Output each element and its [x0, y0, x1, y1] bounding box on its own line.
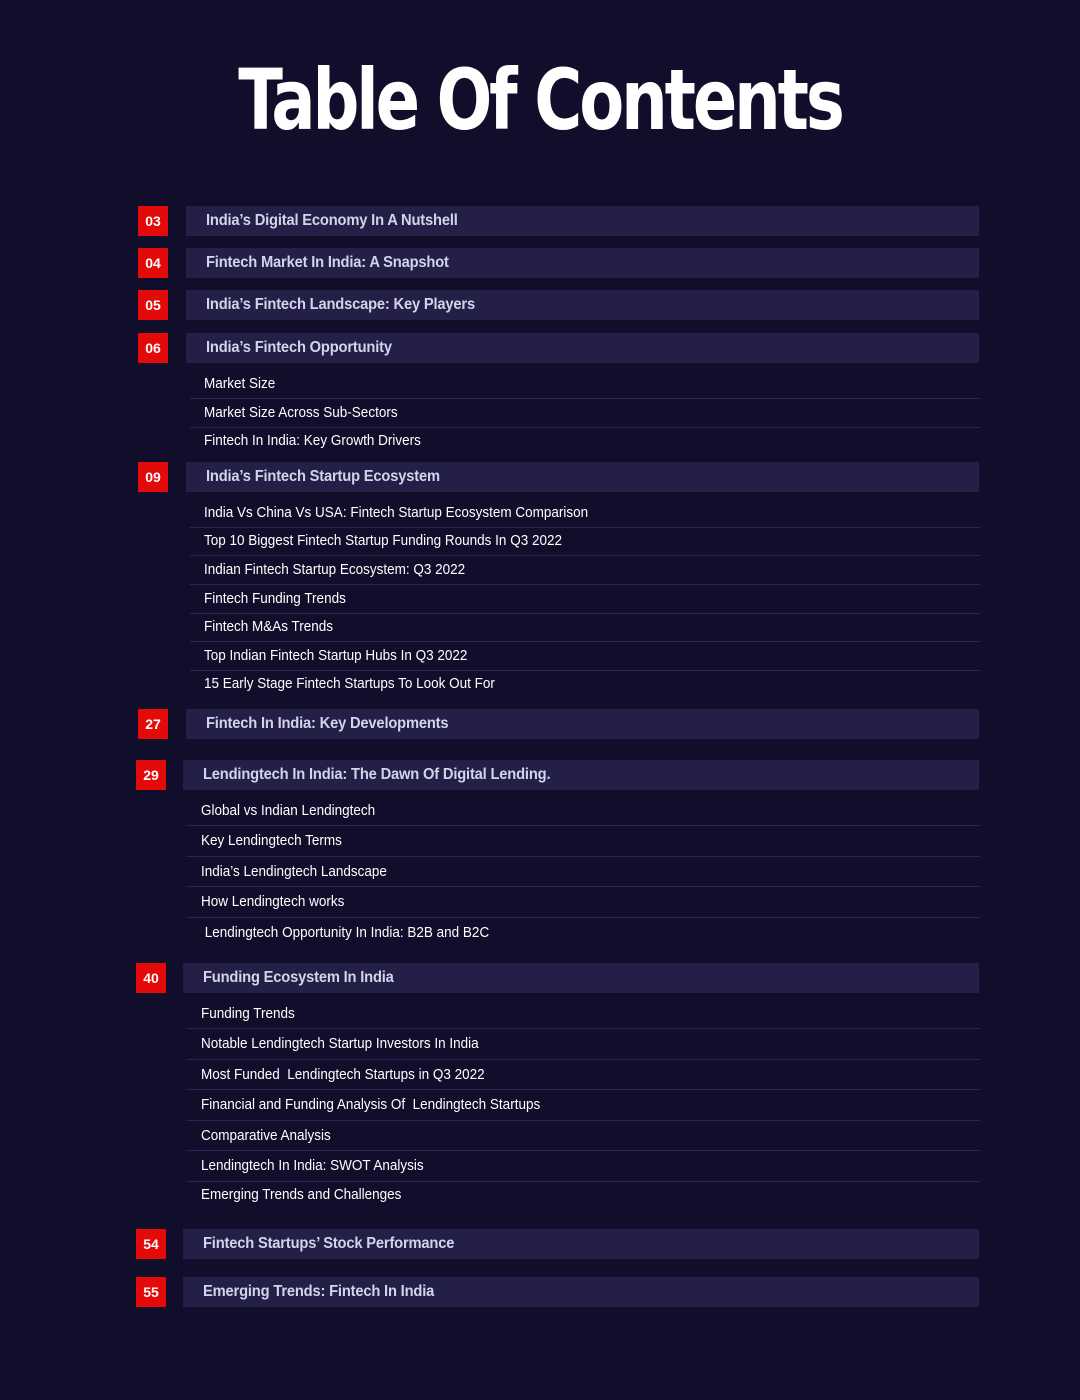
subsection-item[interactable]: Emerging Trends and Challenges: [201, 1186, 402, 1203]
page-number-badge: 29: [136, 760, 166, 790]
section-title-bar[interactable]: [186, 462, 979, 492]
subsection-item[interactable]: Key Lendingtech Terms: [187, 826, 980, 857]
subsection-item[interactable]: Comparative Analysis: [187, 1121, 980, 1151]
subsection-item[interactable]: India’s Lendingtech Landscape: [187, 857, 980, 887]
subsection-item[interactable]: Lendingtech Opportunity In India: B2B and B2C: [201, 924, 490, 941]
page-number-badge: 06: [138, 333, 168, 363]
section-title-bar[interactable]: [186, 248, 979, 278]
subsection-item[interactable]: Fintech Funding Trends: [190, 585, 980, 614]
page-number-badge: 55: [136, 1277, 166, 1307]
subsection-item[interactable]: Market Size: [190, 370, 980, 399]
page-number-badge: 54: [136, 1229, 166, 1259]
subsection-item[interactable]: Fintech In India: Key Growth Drivers: [204, 432, 421, 449]
subsection-item[interactable]: 15 Early Stage Fintech Startups To Look Out For: [204, 675, 495, 692]
subsection-item[interactable]: How Lendingtech works: [187, 887, 980, 918]
page-number-badge: 03: [138, 206, 168, 236]
subsection-item[interactable]: Funding Trends: [187, 999, 980, 1029]
page-number-badge: 04: [138, 248, 168, 278]
page-title: Table Of Contents: [238, 51, 842, 149]
section-title-bar[interactable]: [183, 1277, 979, 1307]
subsection-item[interactable]: India Vs China Vs USA: Fintech Startup Ecosystem Comparison: [190, 499, 980, 528]
subsection-item[interactable]: Lendingtech In India: SWOT Analysis: [187, 1151, 980, 1182]
section-title: India’s Digital Economy In A Nutshell: [206, 212, 458, 229]
subsection-item[interactable]: Fintech M&As Trends: [190, 613, 980, 642]
subsection-item[interactable]: Top 10 Biggest Fintech Startup Funding Rounds In Q3 2022: [190, 527, 980, 556]
subsection-item[interactable]: Market Size Across Sub-Sectors: [190, 399, 980, 428]
section-title: India’s Fintech Opportunity: [206, 339, 392, 356]
section-title: Fintech In India: Key Developments: [206, 715, 449, 732]
section-title: Lendingtech In India: The Dawn Of Digital Lending.: [203, 766, 551, 783]
section-title: Emerging Trends: Fintech In India: [203, 1283, 435, 1300]
page-number-badge: 09: [138, 462, 168, 492]
subsection-item[interactable]: Financial and Funding Analysis Of Lendingtech Startups: [187, 1090, 980, 1121]
section-title-bar[interactable]: [186, 333, 979, 363]
subsection-item[interactable]: Global vs Indian Lendingtech: [187, 796, 980, 826]
subsection-item[interactable]: Indian Fintech Startup Ecosystem: Q3 2022: [190, 556, 980, 585]
section-title: Funding Ecosystem In India: [203, 969, 394, 986]
section-title-bar[interactable]: [183, 963, 979, 993]
section-title-bar[interactable]: [186, 709, 979, 739]
section-title-bar[interactable]: [186, 206, 979, 236]
section-title: India’s Fintech Landscape: Key Players: [206, 296, 475, 313]
page-number-badge: 05: [138, 290, 168, 320]
subsection-item[interactable]: Top Indian Fintech Startup Hubs In Q3 2022: [190, 642, 980, 671]
page-number-badge: 40: [136, 963, 166, 993]
subsection-item[interactable]: Notable Lendingtech Startup Investors In India: [187, 1029, 980, 1060]
section-title: Fintech Startups’ Stock Performance: [203, 1235, 455, 1252]
section-title-bar[interactable]: [186, 290, 979, 320]
section-title-bar[interactable]: [183, 760, 979, 790]
subsection-item[interactable]: Most Funded Lendingtech Startups in Q3 2022: [187, 1060, 980, 1090]
page-number-badge: 27: [138, 709, 168, 739]
section-title-bar[interactable]: [183, 1229, 979, 1259]
section-title: India’s Fintech Startup Ecosystem: [206, 468, 440, 485]
section-title: Fintech Market In India: A Snapshot: [206, 254, 449, 271]
